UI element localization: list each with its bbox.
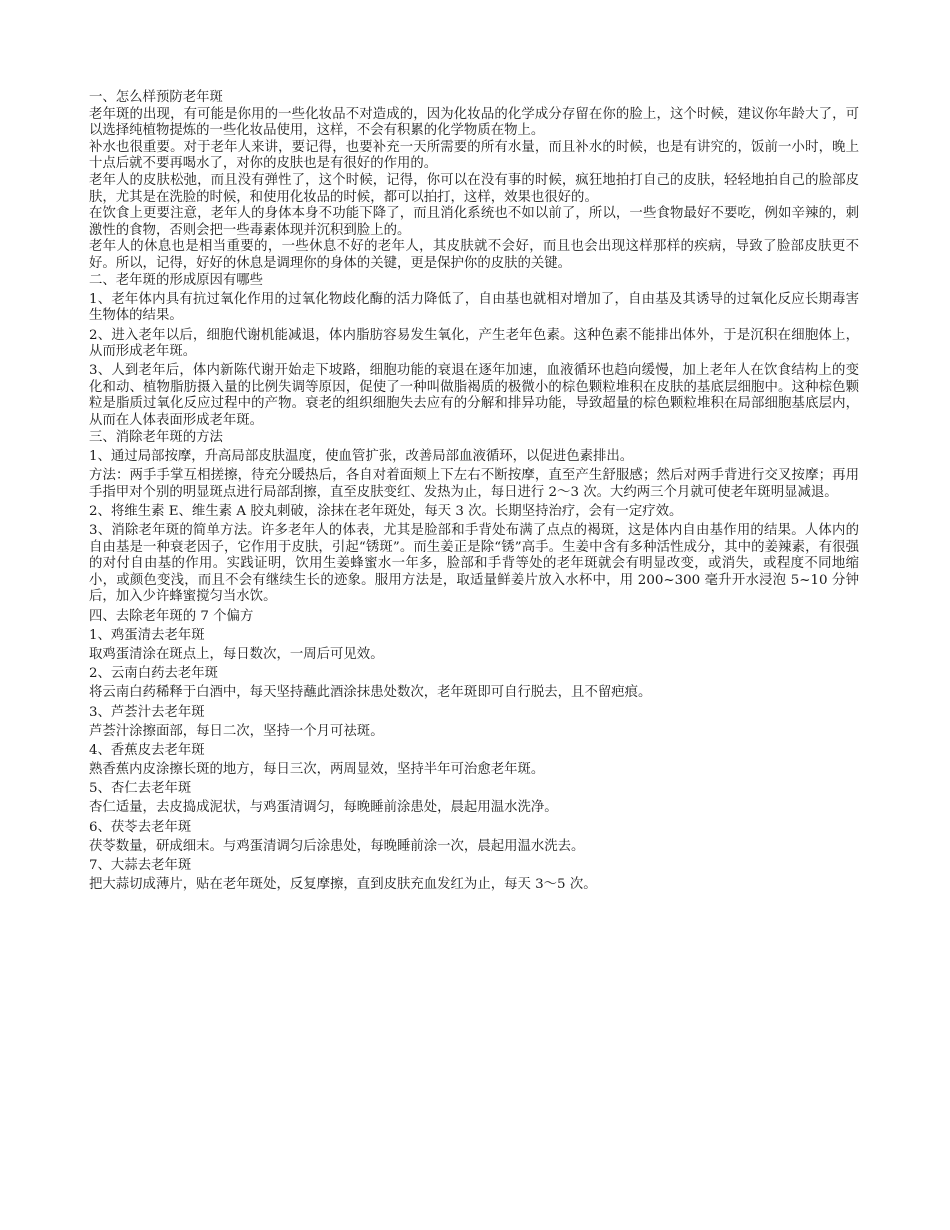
document-body bbox=[89, 90, 859, 894]
section-1-paragraph: 老年斑的出现，有可能是你用的一些化妆品不对造成的，因为化妆品的化学成分存留在你的脸上，这个时候，建议你年龄大了，可以选择纯植物提炼的一些化妆品使用，这样，不会有积累的化学物质在物上。 bbox=[89, 106, 859, 139]
section-4-heading: 四、去除老年斑的 7 个偏方 bbox=[89, 608, 254, 624]
section-2-paragraph: 2、进入老年以后，细胞代谢机能减退，体内脂肪容易发生氧化，产生老年色素。这种色素不能排出体外，于是沉积在细胞体上，从而形成老年斑。 bbox=[89, 327, 859, 360]
remedy-5-title: 5、杏仁去老年斑 bbox=[89, 781, 192, 797]
section-3-paragraph: 1、通过局部按摩，升高局部皮肤温度，使血管扩张，改善局部血液循环，以促进色素排出。 bbox=[89, 448, 634, 464]
remedy-7-text: 把大蒜切成薄片，贴在老年斑处，反复摩擦，直到皮肤充血发红为止，每天 3～5 次。 bbox=[89, 877, 597, 893]
remedy-3-title: 3、芦荟汁去老年斑 bbox=[89, 704, 205, 720]
section-2-paragraph: 3、人到老年后，体内新陈代谢开始走下坡路，细胞功能的衰退在逐年加速，血液循环也趋向缓慢，加上老年人在饮食结构上的变化和动、植物脂肪摄入量的比例失调等原因，促使了一种叫做脂褐质的极微小的棕色颗粒堆积在皮肤的基底层细胞中。这种棕色颗粒是脂质过氧化反应过程中的产物。衰老的组织细胞失去应有的分解和排异功能，导致超量的棕色颗粒堆积在局部细胞基底层内，从而在人体表面形成老年斑。 bbox=[89, 363, 859, 429]
section-3-paragraph: 3、消除老年斑的简单方法。许多老年人的体表，尤其是脸部和手背处布满了点点的褐斑，这是体内自由基作用的结果。人体内的自由基是一种衰老因子，它作用于皮肤，引起“锈斑”。而生姜正是除“锈”高手。生姜中含有多种活性成分，其中的姜辣素，有很强的对付自由基的作用。实践证明，饮用生姜蜂蜜水一年多，脸部和手背等处的老年斑就会有明显改变，或消失，或程度不同地缩小，或颜色变浅，而且不会有继续生长的迹象。服用方法是，取适量鲜姜片放入水杯中，用 200~300 毫升开水浸泡 5~10 分钟后，加入少许蜂蜜搅匀当水饮。 bbox=[89, 523, 859, 605]
section-3-paragraph: 2、将维生素 E、维生素 A 胶丸刺破，涂抹在老年斑处，每天 3 次。长期坚持治疗，会有一定疗效。 bbox=[89, 503, 683, 519]
section-1-paragraph: 老年人的休息也是相当重要的，一些休息不好的老年人，其皮肤就不会好，而且也会出现这样那样的疾病，导致了脸部皮肤更不好。所以，记得，好好的休息是调理你的身体的关键，更是保护你的皮肤的关键。 bbox=[89, 239, 859, 271]
remedy-1-title: 1、鸡蛋清去老年斑 bbox=[89, 627, 205, 643]
section-1-paragraph: 老年人的皮肤松弛，而且没有弹性了，这个时候，记得，你可以在没有事的时候，疯狂地拍打自己的皮肤，轻轻地拍自己的脸部皮肤，尤其是在洗脸的时候，和使用化妆品的时候，都可以拍打，这样，效果也很好的。 bbox=[89, 172, 859, 205]
section-3-heading: 三、消除老年斑的方法 bbox=[89, 429, 223, 445]
section-2-paragraph: 1、老年体内具有抗过氧化作用的过氧化物歧化酶的活力降低了，自由基也就相对增加了，自由基及其诱导的过氧化反应长期毒害生物体的结果。 bbox=[89, 291, 859, 324]
remedy-2-title: 2、云南白药去老年斑 bbox=[89, 666, 219, 682]
remedy-7-title: 7、大蒜去老年斑 bbox=[89, 858, 192, 873]
remedy-6-text: 茯苓数量，研成细末。与鸡蛋清调匀后涂患处，每晚睡前涂一次，晨起用温水洗去。 bbox=[89, 838, 585, 854]
remedy-4-title: 4、香蕉皮去老年斑 bbox=[89, 742, 205, 758]
remedy-1-text: 取鸡蛋清涂在斑点上，每日数次，一周后可见效。 bbox=[89, 646, 384, 662]
remedy-5-text: 杏仁适量，去皮捣成泥状，与鸡蛋清调匀，每晚睡前涂患处，晨起用温水洗净。 bbox=[89, 800, 558, 816]
section-1-paragraph: 在饮食上更要注意，老年人的身体本身不功能下降了，而且消化系统也不如以前了，所以，一些食物最好不要吃，例如辛辣的，刺激性的食物，否则会把一些毒素体现并沉积到脸上的。 bbox=[89, 206, 859, 238]
remedy-4-text: 熟香蕉内皮涂擦长斑的地方，每日三次，两周显效，坚持半年可治愈老年斑。 bbox=[89, 762, 545, 778]
remedy-6-title: 6、茯苓去老年斑 bbox=[89, 819, 192, 835]
remedy-2-text: 将云南白药稀释于白酒中，每天坚持蘸此酒涂抹患处数次，老年斑即可自行脱去，且不留疤痕。 bbox=[89, 685, 652, 701]
section-3-paragraph: 方法：两手手掌互相搓擦，待充分暖热后，各自对着面颊上下左右不断按摩，直至产生舒服感；然后对两手背进行交叉按摩；再用手指甲对个别的明显斑点进行局部刮擦，直至皮肤变红、发热为止，每日进行 2～3 次。大约两三个月就可使老年斑明显减退。 bbox=[89, 468, 859, 500]
section-2-heading: 二、老年斑的形成原因有哪些 bbox=[89, 272, 264, 288]
section-1-paragraph: 补水也很重要。对于老年人来讲，要记得，也要补充一天所需要的所有水量，而且补水的时候，也是有讲究的，饭前一小时，晚上十点后就不要再喝水了，对你的皮肤也是有很好的作用的。 bbox=[89, 139, 859, 172]
section-1-heading: 一、怎么样预防老年斑 bbox=[89, 90, 223, 105]
remedy-3-text: 芦荟汁涂擦面部，每日二次，坚持一个月可祛斑。 bbox=[89, 723, 384, 739]
